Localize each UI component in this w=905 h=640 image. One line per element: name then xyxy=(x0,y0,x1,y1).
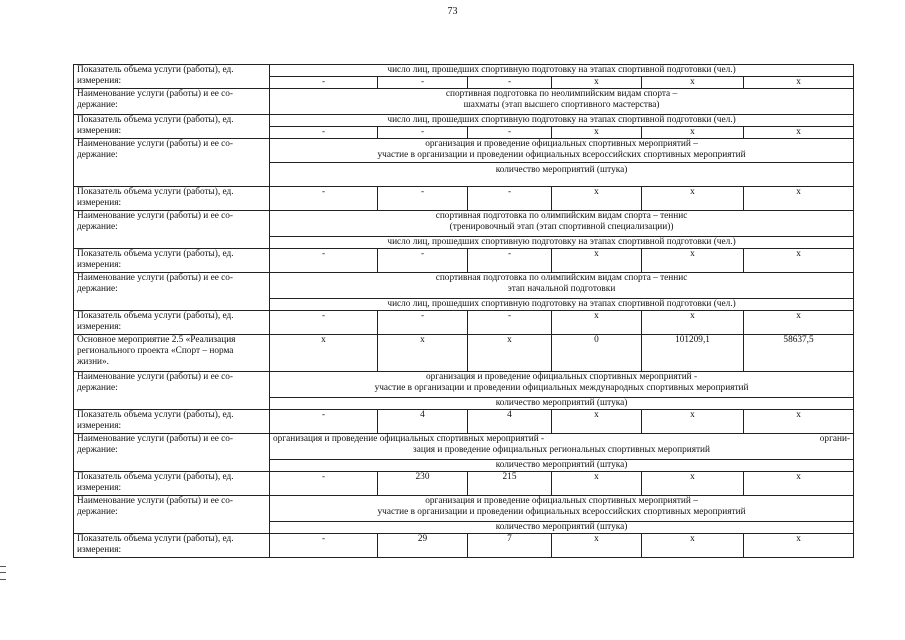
program-table xyxy=(73,64,854,558)
table-row xyxy=(74,115,854,127)
margin-mark xyxy=(0,566,6,567)
value-cell: х xyxy=(744,311,854,335)
table-row xyxy=(74,372,854,398)
value-cell: х xyxy=(744,410,854,434)
table-row xyxy=(74,496,854,522)
name-label: Наименование услуги (работы) и ее со-держание: xyxy=(74,434,270,472)
name-label: Наименование услуги (работы) и ее со-держание: xyxy=(74,139,270,187)
value-cell: х xyxy=(642,311,744,335)
volume-label: Показатель объема услуги (работы), ед. измерения: xyxy=(74,65,270,89)
service-name: организация и проведение официальных спортивных мероприятий – участие в организации и проведении официальных всероссийских спортивных мероприятий xyxy=(270,139,854,163)
value-cell: х xyxy=(744,249,854,273)
value-cell: х xyxy=(744,127,854,139)
volume-label: Показатель объема услуги (работы), ед. измерения: xyxy=(74,115,270,139)
unit-text: количество мероприятий (штука) xyxy=(270,522,854,534)
value-cell: х xyxy=(552,77,642,89)
value-cell: х xyxy=(642,127,744,139)
value-cell: - xyxy=(468,311,552,335)
value-cell: х xyxy=(468,335,552,372)
value-cell: х xyxy=(552,472,642,496)
value-cell: - xyxy=(378,311,468,335)
page-number: 73 xyxy=(447,6,458,17)
unit-text: количество мероприятий (штука) xyxy=(270,163,854,187)
value-cell: - xyxy=(270,77,378,89)
value-cell: - xyxy=(468,77,552,89)
unit-text: число лиц, прошедших спортивную подготовку на этапах спортивной подготовки (чел.) xyxy=(270,115,854,127)
value-cell: х xyxy=(642,77,744,89)
value-cell: - xyxy=(378,249,468,273)
value-cell: х xyxy=(552,311,642,335)
value-cell: х xyxy=(642,249,744,273)
volume-label: Показатель объема услуги (работы), ед. измерения: xyxy=(74,249,270,273)
volume-label: Показатель объема услуги (работы), ед. измерения: xyxy=(74,187,270,211)
table-row xyxy=(74,472,854,496)
unit-text: число лиц, прошедших спортивную подготовку на этапах спортивной подготовки (чел.) xyxy=(270,65,854,77)
service-name: организация и проведение официальных спортивных мероприятий - участие в организации и проведении официальных международных спортивных мероприятий xyxy=(270,372,854,398)
value-cell: х xyxy=(552,187,642,211)
table-row xyxy=(74,211,854,237)
service-name: спортивная подготовка по олимпийским видам спорта – теннис этап начальной подготовки xyxy=(270,273,854,299)
table-row xyxy=(74,335,854,372)
table-row xyxy=(74,187,854,211)
table-row xyxy=(74,139,854,163)
value-cell: - xyxy=(378,187,468,211)
value-cell: 58637,5 xyxy=(744,335,854,372)
value-cell: - xyxy=(468,187,552,211)
value-cell: - xyxy=(468,127,552,139)
value-cell: - xyxy=(270,410,378,434)
value-cell: - xyxy=(378,127,468,139)
value-cell: х xyxy=(378,335,468,372)
service-name: спортивная подготовка по олимпийским видам спорта – теннис (тренировочный этап (этап спортивной специализации)) xyxy=(270,211,854,237)
value-cell: 0 xyxy=(552,335,642,372)
value-cell: - xyxy=(270,127,378,139)
name-label: Наименование услуги (работы) и ее со-держание: xyxy=(74,496,270,534)
table-row xyxy=(74,410,854,434)
value-cell: 215 xyxy=(468,472,552,496)
value-cell: х xyxy=(642,472,744,496)
service-name: организация и проведение официальных спортивных мероприятий - органи- зация и проведение официальных региональных спортивных мероприятий xyxy=(270,434,854,460)
value-cell: 4 xyxy=(378,410,468,434)
main-activity-label: Основное мероприятие 2.5 «Реализация регионального проекта «Спорт – норма жизни». xyxy=(74,335,270,372)
service-name: спортивная подготовка по неолимпийским видам спорта – шахматы (этап высшего спортивного мастерства) xyxy=(270,89,854,115)
value-cell: х xyxy=(642,534,744,558)
value-cell: - xyxy=(270,249,378,273)
margin-mark xyxy=(0,579,6,580)
name-label: Наименование услуги (работы) и ее со-держание: xyxy=(74,89,270,115)
value-cell: 101209,1 xyxy=(642,335,744,372)
volume-label: Показатель объема услуги (работы), ед. измерения: xyxy=(74,410,270,434)
value-cell: - xyxy=(468,249,552,273)
value-cell: - xyxy=(270,311,378,335)
service-name: организация и проведение официальных спортивных мероприятий – участие в организации и проведении официальных всероссийских спортивных мероприятий xyxy=(270,496,854,522)
name-label: Наименование услуги (работы) и ее со-держание: xyxy=(74,211,270,249)
table-row xyxy=(74,273,854,299)
value-cell: х xyxy=(552,127,642,139)
table-row xyxy=(74,534,854,558)
table-row xyxy=(74,434,854,460)
value-cell: х xyxy=(744,472,854,496)
value-cell: - xyxy=(270,187,378,211)
margin-mark xyxy=(0,572,6,573)
value-cell: х xyxy=(744,534,854,558)
unit-text: число лиц, прошедших спортивную подготовку на этапах спортивной подготовки (чел.) xyxy=(270,237,854,249)
value-cell: 29 xyxy=(378,534,468,558)
table-row xyxy=(74,311,854,335)
name-label: Наименование услуги (работы) и ее со-держание: xyxy=(74,372,270,410)
value-cell: х xyxy=(744,77,854,89)
name-label: Наименование услуги (работы) и ее со-держание: xyxy=(74,273,270,311)
value-cell: - xyxy=(270,534,378,558)
value-cell: х xyxy=(270,335,378,372)
value-cell: х xyxy=(552,534,642,558)
value-cell: 230 xyxy=(378,472,468,496)
unit-text: число лиц, прошедших спортивную подготовку на этапах спортивной подготовки (чел.) xyxy=(270,299,854,311)
volume-label: Показатель объема услуги (работы), ед. измерения: xyxy=(74,311,270,335)
value-cell: 7 xyxy=(468,534,552,558)
value-cell: х xyxy=(642,187,744,211)
unit-text: количество мероприятий (штука) xyxy=(270,398,854,410)
unit-text: количество мероприятий (штука) xyxy=(270,460,854,472)
volume-label: Показатель объема услуги (работы), ед. измерения: xyxy=(74,472,270,496)
value-cell: х xyxy=(744,187,854,211)
value-cell: - xyxy=(270,472,378,496)
table-row xyxy=(74,65,854,77)
value-cell: - xyxy=(378,77,468,89)
value-cell: х xyxy=(552,249,642,273)
table-row xyxy=(74,89,854,115)
value-cell: х xyxy=(552,410,642,434)
table-row xyxy=(74,249,854,273)
value-cell: х xyxy=(642,410,744,434)
value-cell: 4 xyxy=(468,410,552,434)
volume-label: Показатель объема услуги (работы), ед. измерения: xyxy=(74,534,270,558)
